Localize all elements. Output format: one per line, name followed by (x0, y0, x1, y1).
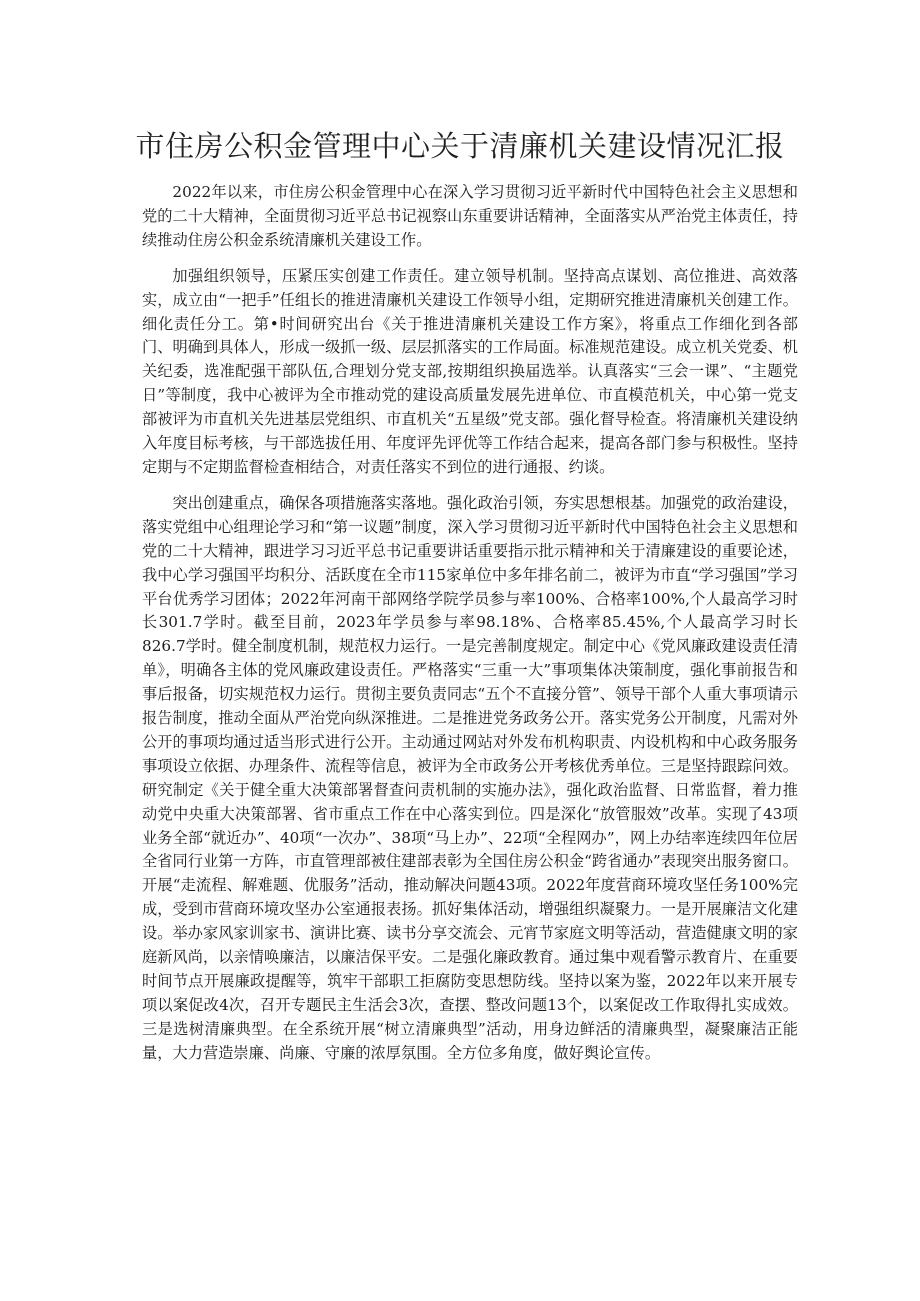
paragraph-intro: 2022年以来，市住房公积金管理中心在深入学习贯彻习近平新时代中国特色社会主义思想和党的二十大精神，全面贯彻习近平总书记视察山东重要讲话精神，全面落实从严治党主体责任，持续推动住房公积金系统清廉机关建设工作。 (142, 183, 798, 249)
document-body (142, 181, 798, 1078)
paragraph-organization-leadership: 加强组织领导，压紧压实创建工作责任。建立领导机制。坚持高点谋划、高位推进、高效落实，成立由“一把手”任组长的推进清廉机关建设工作领导小组，定期研究推进清廉机关创建工作。细化责任分工。第•时间研究出台《关于推进清廉机关建设工作方案》，将重点工作细化到各部门、明确到具体人，形成一级抓一级、层层抓落实的工作局面。标准规范建设。成立机关党委、机关纪委，选准配强干部队伍,合理划分党支部,按期组织换届选举。认真落实“三会一课”、“主题党日”等制度，我中心被评为全市推动党的建设高质量发展先进单位、市直模范机关，中心第一党支部被评为市直机关先进基层党组织、市直机关“五星级”党支部。强化督导检查。将清廉机关建设纳入年度目标考核，与干部选拔任用、年度评先评优等工作结合起来，提高各部门参与积极性。坚持定期与不定期监督检查相结合，对责任落实不到位的进行通报、约谈。 (142, 266, 798, 476)
paragraph-key-measures: 突出创建重点，确保各项措施落实落地。强化政治引领，夯实思想根基。加强党的政治建设，落实党组中心组理论学习和“第一议题”制度，深入学习贯彻习近平新时代中国特色社会主义思想和党的二十大精神，跟进学习习近平总书记重要讲话重要指示批示精神和关于清廉建设的重要论述，我中心学习强国平均积分、活跃度在全市115家单位中多年排名前二，被评为市直“学习强国”学习平台优秀学习团体；2022年河南干部网络学院学员参与率100%、合格率100%,个人最高学习时长301.7学时。截至目前，2023年学员参与率98.18%、合格率85.45%,个人最高学习时长826.7学时。健全制度机制，规范权力运行。一是完善制度规定。制定中心《党风廉政建设责任清单》，明确各主体的党风廉政建设责任。严格落实“三重一大”事项集体决策制度，强化事前报告和事后报备，切实规范权力运行。贯彻主要负责同志“五个不直接分管”、领导干部个人重大事项请示报告制度，推动全面从严治党向纵深推进。二是推进党务政务公开。落实党务公开制度，凡需对外公开的事项均通过适当形式进行公开。主动通过网站对外发布机构职责、内设机构和中心政务服务事项设立依据、办理条件、流程等信息，被评为全市政务公开考核优秀单位。三是坚持跟踪问效。研究制定《关于健全重大决策部署督查问责机制的实施办法》，强化政治监督、日常监督，着力推动党中央重大决策部署、省市重点工作在中心落实到位。四是深化“放管服效”改革。实现了43项业务全部“就近办”、40项“一次办”、38项“马上办”、22项“全程网办”，网上办结率连续四年位居全省同行业第一方阵，市直管理部被住建部表彰为全国住房公积金“跨省通办”表现突出服务窗口。开展“走流程、解难题、优服务”活动，推动解决问题43项。2022年度营商环境攻坚任务100%完成，受到市营商环境攻坚办公室通报表扬。抓好集体活动，增强组织凝聚力。一是开展廉洁文化建设。举办家风家训家书、演讲比赛、读书分享交流会、元宵节家庭文明等活动，营造健康文明的家庭新风尚，以亲情唤廉洁，以廉洁保平安。二是强化廉政教育。通过集中观看警示教育片、在重要时间节点开展廉政提醒等，筑牢干部职工拒腐防变思想防线。坚持以案为鉴，2022年以来开展专项以案促改4次，召开专题民主生活会3次，查摆、整改问题13个，以案促改工作取得扎实成效。三是选树清廉典型。在全系统开展“树立清廉典型”活动，用身边鲜活的清廉典型，凝聚廉洁正能量，大力营造崇廉、尚廉、守廉的浓厚氛围。全方位多角度，做好舆论宣传。 (142, 493, 798, 1062)
document-title: 市住房公积金管理中心关于清廉机关建设情况汇报 (135, 129, 785, 163)
